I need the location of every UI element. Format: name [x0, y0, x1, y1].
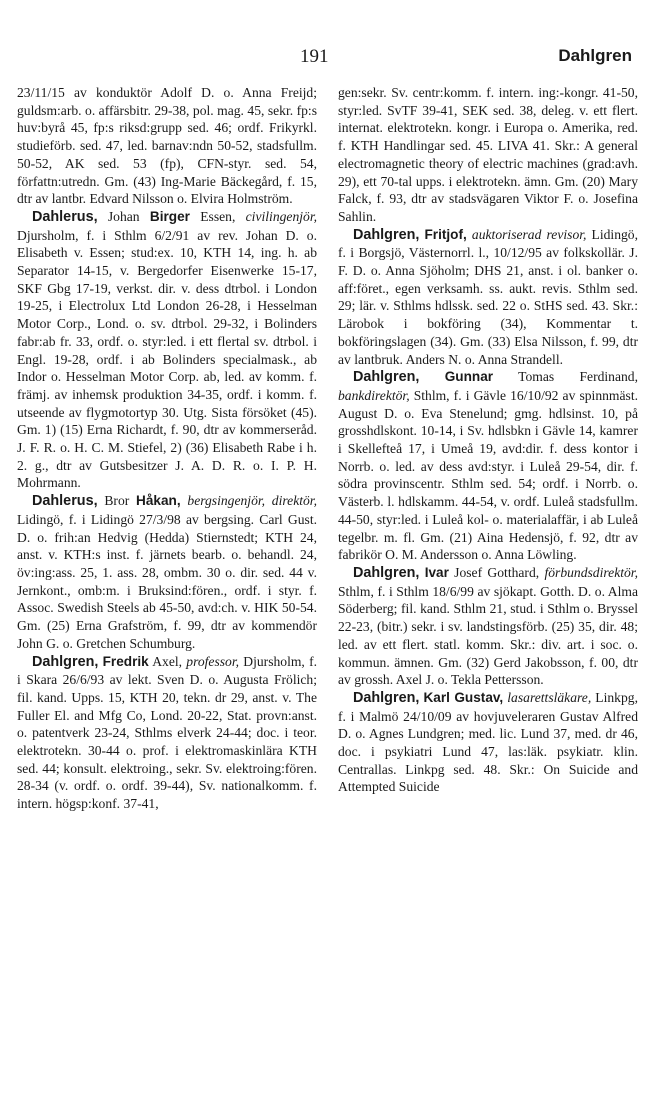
entry [17, 208, 317, 492]
entry-text: Sthlm, f. i Sthlm 18/6/99 av sjökapt. Gotth. D. o. Alma Söderberg; fil. kand. Sthlm 21, stud. i Sthlm o. Bryssel 22-23, (bitr.) sekr. i sv. landstingsförb. (25) 35, dir. 48; led. av ett flert. statl. komm. Skr.: div. art. i soc. o. kommun. ämnen. Gm. (32) Gerd Jakobsson, f. 00, dtr av grossh. Axel J. o. Tekla Pettersson. [338, 583, 638, 688]
entry-surname: Dahlerus, [32, 208, 98, 225]
entry-text: gen:sekr. Sv. centr:komm. f. intern. ing:-kongr. 41-50, styr:led. SvTF 39-41, SEK sed. 38, deleg. v. ett flert. internat. elektrotekn. kongr. i Europa o. Amerika, red. f. KTH Handlingar sed. 45. LIVA 41. Skr.: A general electromagnetic theory of electric machines (grad:avh. 29), ett 70-tal upps. i elektrotekn. ämn. Gm. (20) Mary Falck, f. 93, dtr av stadsvägaren Viktor F. o. Josefina Sahlin. [338, 85, 638, 224]
entry-text: Sthlm, f. i Gävle 16/10/92 av spinnmäst. August D. o. Eva Stenelund; gmg. hdlsinst. 10, på grosshdlskont. 10-14, i Sv. hdlsbkn i Gävle 14, kamrer i Skellefteå 17, i Umeå 19, avd:dir. f. dess kontor i Norrb. o. led. av dess avd:styr. i Luleå 29-54, dir. f. södra provinscentr. Sthlm sed. 54; ordf. i Norrb. o. Västerb. l. hdlskamm. 44-54, v. ordf. Luleå stadsfullm. 44-50, styr:led. i Luleå kol- o. materialaffär, i ab Luleå tegelbr. m. fl. Gm. (21) Aina Hedensjö, f. 92, dtr av fabrikör O. M. Andersson o. Anna Löwling. [338, 387, 638, 563]
entry-given-name: Fritjof, [424, 226, 467, 242]
page-number: 191 [300, 46, 329, 67]
entry-given-name: Ivar [424, 564, 449, 580]
entry-continuation [17, 84, 317, 208]
entry-given-post: Josef Gotthard, [448, 564, 545, 580]
entry-given-post: Essen, [189, 208, 246, 224]
entry-surname: Dahlgren, [32, 653, 99, 670]
entry-occupation: förbundsdirektör, [544, 564, 638, 580]
entry-occupation: civilingenjör, [245, 208, 317, 224]
entry-occupation: bergsingenjör, direktör, [187, 493, 317, 509]
entry-surname: Dahlgren, [353, 369, 420, 386]
entry [17, 492, 317, 652]
entry-text: 23/11/15 av konduktör Adolf D. o. Anna Freijd; guldsm:arb. o. affärsbitr. 29-38, pol. mag. 45, sekr. fp:s huv:byrå 45, fp:s riksd:grupp sed. 46; ordf. Frikyrkl. studieförb. sed. 47, led. barnav:ndn 50-52, stadsfullm. 50-52, AK sed. 53 (fp), CFN-styr. sed. 54, författn:utredn. Gm. (43) Ing-Marie Bäckegård, f. 15, dtr av lantbr. Edvard Nilsson o. Elvira Holmström. [17, 85, 317, 207]
entry-surname: Dahlerus, [32, 493, 98, 510]
entry-surname: Dahlgren, [353, 226, 420, 243]
entry-surname: Dahlgren, [353, 689, 420, 706]
entry-text: Linkpg, f. i Malmö 24/10/09 av hovjuveleraren Gustav Alfred D. o. Agnes Lundgren; med. lic. Lund 37, med. dr 46, doc. i psykiatri Lund 47, las:läk. psykiatr. klin. Centrallas. Linkpg sed. 48. Skr.: On Suicide and Attempted Suicide [338, 689, 638, 795]
entry-given-name: Håkan, [136, 493, 181, 509]
entry-given-post: Tomas Ferdinand, [493, 369, 638, 385]
entry-given-pre: Johan [97, 208, 150, 224]
entry-text: Djursholm, f. i Skara 26/6/93 av lekt. Sven D. o. Augusta Frölich; fil. kand. Upps. 15, KTH 20, tekn. dr 29, anst. v. The Fuller El. and Mfg Co, Lond. 20-22, Stat. provn:anst. o. patentverk 23-24, Sthlms elverk 24-44; doc. i teor. elektrotekn. 30-44 o. prof. i elektromaskinlära KTH sed. 44; konsult. elektroing., sekr. Sv. elektroing:fören. 28-34 (v. ordf. o. ordf. 39-44), Sv. nationalkomm. f. intern. högsp:konf. 37-41, [17, 653, 317, 812]
entry [17, 653, 317, 813]
entry-given-name: Gunnar [444, 369, 494, 385]
entry-occupation: lasarettsläkare, [507, 689, 592, 705]
entry-surname: Dahlgren, [353, 564, 420, 581]
entry-given-name: Birger [149, 208, 190, 224]
right-column [338, 84, 638, 796]
entry-text: Djursholm, f. i Sthlm 6/2/91 av rev. Johan D. o. Elisabeth v. Essen; stud:ex. 10, KTH 14, ing. h. ab Separator 14-15, v. Bergedorfer Eisenwerke 15-17, SKF Gbg 17-19, verkst. dir. v. dess dtrbol. i London 19-25, i Electrolux Ltd London 26-28, i Hesselman Motor Corp., Lond. o. sv. dtrbol. 29-32, i Bolinders fabr:ab fr. 33, ordf. o. styr:led. i ett flertal sv. dtrbol. i Engl. 19-28, ordf. i ab Bolinders specialmask., ab Indor o. Hesselman Motor Corp. ab, led. av komm. f. främj. av inhemsk produktion 34-35, ordf. i komm. f. utseende av flygmotortyp 30. Utg. Sista försöket (45). Gm. 1) (15) Erna Richardt, f. 90, dtr av kommerseråd. J. F. R. o. H. C. M. Stiefel, 2) (36) Elisabeth Rabe i h. 2. g., dtr av Gutsbesitzer J. A. D. R. o. I. P. H. Mohrmann. [17, 227, 317, 491]
entry-continuation [338, 84, 638, 226]
entry-given-pre [419, 369, 444, 384]
entry [338, 564, 638, 689]
entry-occupation: auktoriserad revisor, [471, 226, 587, 242]
entry-occupation: bankdirektör, [338, 387, 410, 403]
entry-text: Lidingö, f. i Borgsjö, Västernorrl. l., 10/12/95 av folkskollär. J. F. D. o. Anna Sjöholm; DHS 21, anst. i ol. banker o. aff:föret., egen verksamh. ss. aukt. revis. Sthlm sed. 29; lär. v. Sthlms hdlssk. sed. 22 o. StHS sed. 43. Skr.: Lärobok i bokföring (34), Kommentar t. bokföringslagen (34). Gm. (33) Elsa Nilsson, f. 99, dtr av lantbruk. Anders N. o. Anna Strandell. [338, 226, 638, 367]
entry-occupation: professor, [186, 653, 240, 669]
entry [338, 368, 638, 564]
left-column [17, 84, 317, 813]
entry-given-name: Karl Gustav, [423, 689, 504, 705]
entry [338, 689, 638, 796]
entry-given-post: Axel, [148, 653, 187, 669]
entry-given-name: Fredrik [102, 653, 149, 669]
entry-given-pre: Bror [97, 493, 137, 509]
entry [338, 226, 638, 369]
running-head: Dahlgren [558, 46, 632, 65]
entry-text: Lidingö, f. i Lidingö 27/3/98 av bergsing. Carl Gust. D. o. frih:an Hedvig (Hedda) Stiernstedt; KTH 24, anst. v. KTH:s inst. f. järnets bearb. o. behandl. 24, öv:ing:ass. 25, 1. ass. 28, ombm. 30 o. dir. sed. 44 v. Jernkont., omb:m. i Bruksind:fören., ordf. i styr. f. Assoc. Swedish Steels ab 45-50, avd:ch. v. HIK 50-54. Gm. (25) Erna Grafström, f. 99, dtr av kommendör John G. o. Gretchen Schumburg. [17, 511, 317, 651]
